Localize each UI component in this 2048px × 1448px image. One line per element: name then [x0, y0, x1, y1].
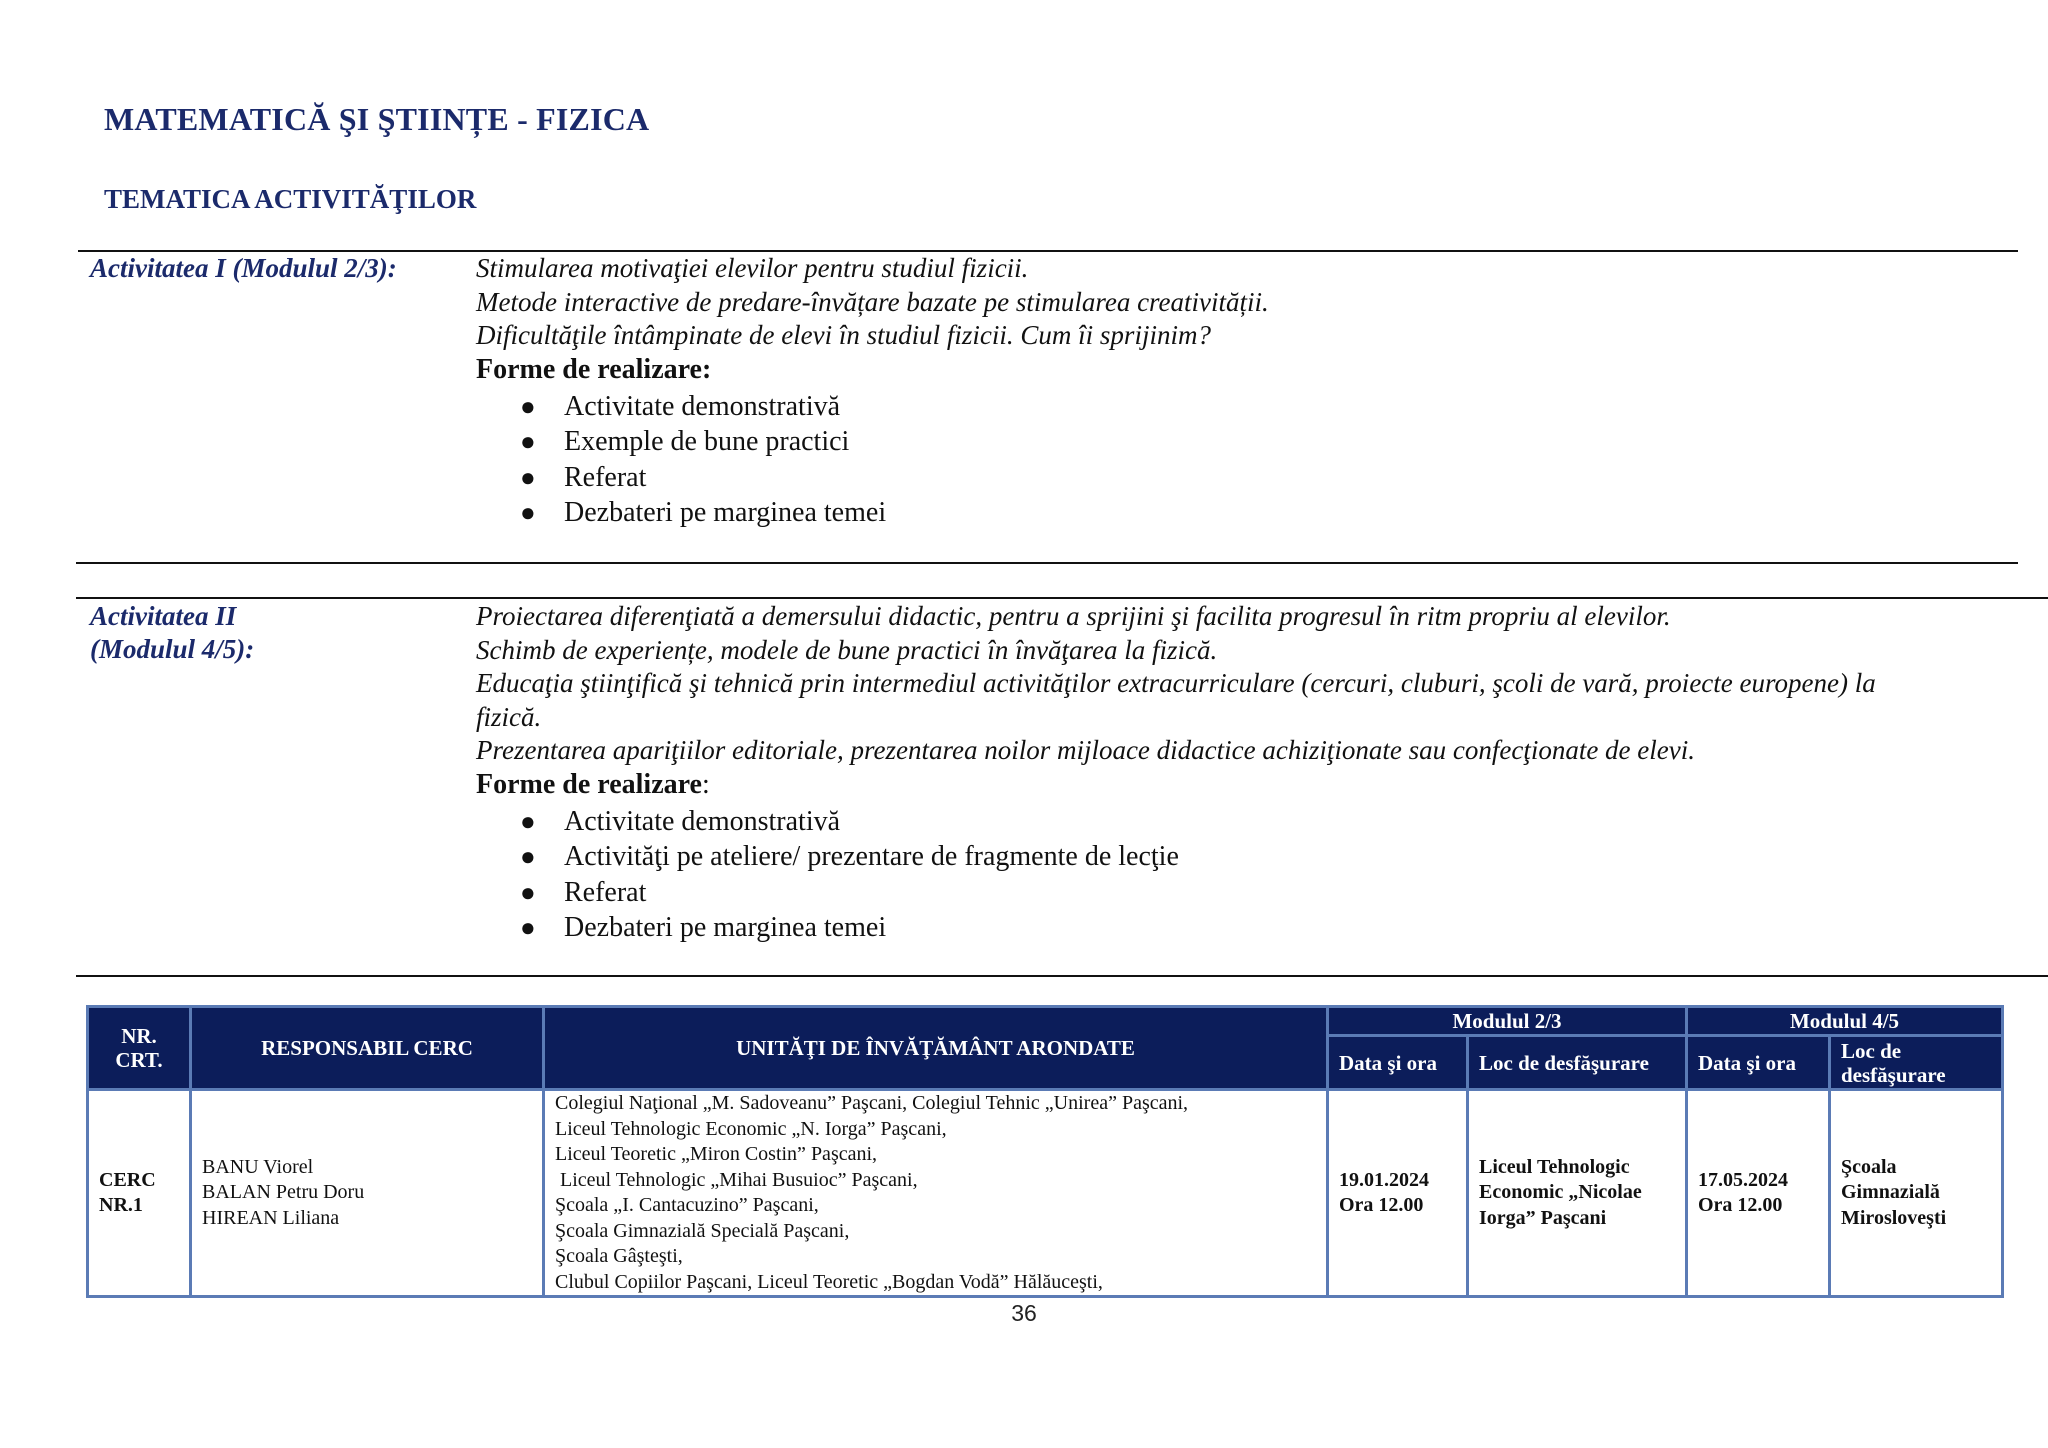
cell-responsabili — [191, 1090, 544, 1297]
activity-label-line: Activitatea I (Modulul 2/3): — [90, 253, 397, 283]
cell-line: Ora 12.00 — [1339, 1194, 1424, 1216]
header-loc — [1830, 1036, 2003, 1090]
forms-heading — [476, 768, 2008, 802]
bullet-icon: ● — [520, 913, 536, 942]
list-item — [520, 389, 2008, 425]
divider — [76, 597, 2048, 599]
cell-line: Economic „Nicolae — [1479, 1181, 1642, 1204]
list-item — [520, 460, 2008, 496]
cell-line: NR.1 — [99, 1194, 143, 1216]
forms-label: Forme de realizare — [476, 768, 702, 800]
list-item — [520, 804, 2008, 840]
cell-line: Liceul Teoretic „Miron Costin” Paşcani, — [555, 1143, 878, 1165]
cell-line: 19.01.2024 — [1339, 1168, 1429, 1191]
cell-modul2-data — [1687, 1090, 1830, 1297]
activity-2-body — [476, 600, 2008, 946]
cell-line: Ora 12.00 — [1698, 1194, 1783, 1216]
description-line: fizică. — [476, 701, 542, 732]
cell-line: 17.05.2024 — [1698, 1168, 1788, 1191]
header-nr-line: CRT. — [115, 1048, 163, 1072]
form-text: Dezbateri pe marginea temei — [564, 497, 887, 528]
forms-list — [476, 389, 2008, 531]
header-nr-line: NR. — [121, 1024, 157, 1048]
bullet-icon: ● — [520, 806, 536, 836]
cell-modul1-loc — [1468, 1090, 1687, 1297]
list-item — [520, 495, 2008, 531]
activity-2-label — [90, 600, 254, 666]
header-nr — [88, 1007, 191, 1090]
divider — [76, 975, 2048, 977]
activity-label-line: (Modulul 4/5): — [90, 634, 255, 664]
cell-line: Liceul Tehnologic — [1479, 1155, 1630, 1178]
cell-modul1-data — [1328, 1090, 1468, 1297]
activity-label-line: Activitatea II — [90, 601, 237, 631]
form-text: Activitate demonstrativă — [564, 390, 841, 422]
forms-heading — [476, 353, 2008, 387]
header-modul-2-3: Modulul 2/3 — [1328, 1007, 1687, 1036]
cell-line: Şcoala Gâşteşti, — [555, 1245, 683, 1267]
list-item — [520, 910, 2008, 946]
cell-line: Şcoala Gimnazială Specială Paşcani, — [555, 1219, 850, 1242]
header-data-ora: Data şi ora — [1687, 1036, 1830, 1090]
bullet-icon: ● — [520, 842, 536, 871]
forms-label: Forme de realizare: — [476, 353, 712, 385]
description-line: Proiectarea diferenţiată a demersului didactic, pentru a sprijini şi facilita progresul în ritm propriu al elevilor. — [476, 601, 1671, 631]
cell-line: Mirosloveşti — [1841, 1206, 1947, 1229]
form-text: Exemple de bune practici — [564, 426, 850, 457]
header-modul-4-5: Modulul 4/5 — [1687, 1007, 2003, 1036]
activity-1-body — [476, 252, 2008, 531]
form-text: Referat — [564, 876, 647, 908]
header-loc-line: Loc de — [1841, 1038, 1902, 1063]
form-text: Activitate demonstrativă — [564, 805, 841, 837]
header-responsabil: RESPONSABIL CERC — [191, 1007, 544, 1090]
cerc-table — [86, 1005, 2004, 1298]
form-text: Referat — [564, 461, 647, 493]
cell-line: HIREAN Liliana — [202, 1206, 340, 1229]
cell-line: CERC — [99, 1168, 156, 1191]
description-line: Dificultăţile întâmpinate de elevi în studiul fizicii. Cum îi sprijinim? — [476, 320, 1211, 350]
list-item — [520, 839, 2008, 875]
description-line: Prezentarea apariţiilor editoriale, prezentarea noilor mijloace didactice achiziţionate sau confecţionate de elevi. — [476, 735, 1695, 765]
description-line: Stimularea motivaţiei elevilor pentru studiul fizicii. — [476, 253, 1029, 283]
forms-list — [476, 804, 2008, 946]
cell-line: Colegiul Naţional „M. Sadoveanu” Paşcani, Colegiul Tehnic „Unirea” Paşcani, — [555, 1092, 1189, 1114]
bullet-icon: ● — [520, 427, 536, 456]
list-item — [520, 875, 2008, 911]
forms-suffix: : — [701, 768, 710, 800]
activity-description — [476, 600, 2008, 768]
header-data-ora: Data şi ora — [1328, 1036, 1468, 1090]
bullet-icon: ● — [520, 877, 536, 907]
cell-line: Şcoala „I. Cantacuzino” Paşcani, — [555, 1194, 819, 1216]
form-text: Activităţi pe ateliere/ prezentare de fragmente de lecţie — [564, 841, 1179, 872]
cell-unitati — [544, 1090, 1328, 1297]
divider — [76, 562, 2018, 564]
header-loc-line: desfăşurare — [1841, 1062, 1946, 1087]
cell-line: Gimnazială — [1841, 1181, 1940, 1204]
description-line: Metode interactive de predare-învățare bazate pe stimularea creativității. — [476, 286, 1269, 317]
cell-line: Iorga” Paşcani — [1479, 1206, 1607, 1229]
bullet-icon: ● — [520, 462, 536, 492]
section-subtitle: TEMATICA ACTIVITĂŢILOR — [104, 184, 477, 214]
activity-1-label — [90, 252, 397, 285]
cell-line: Liceul Tehnologic „Mihai Busuioc” Paşcani, — [555, 1168, 918, 1191]
cell-modul2-loc — [1830, 1090, 2003, 1297]
page-title: MATEMATICĂ ŞI ŞTIINȚE - FIZICA — [104, 101, 650, 137]
header-loc: Loc de desfăşurare — [1468, 1036, 1687, 1090]
cell-line: BANU Viorel — [202, 1155, 314, 1178]
cell-line: Liceul Tehnologic Economic „N. Iorga” Paşcani, — [555, 1117, 947, 1140]
page-number: 36 — [1011, 1300, 1037, 1326]
header-unitati: UNITĂŢI DE ÎNVĂŢĂMÂNT ARONDATE — [544, 1007, 1328, 1090]
table-row — [88, 1090, 2003, 1297]
activity-description — [476, 252, 2008, 353]
description-line: Educaţia ştiinţifică şi tehnică prin intermediul activităţilor extracurriculare (cercuri, cluburi, şcoli de vară, proiecte europene) la — [476, 668, 1876, 698]
bullet-icon: ● — [520, 391, 536, 421]
cell-nr — [88, 1090, 191, 1297]
cell-line: Şcoala — [1841, 1155, 1897, 1178]
list-item — [520, 424, 2008, 460]
cell-line: BALAN Petru Doru — [202, 1181, 365, 1204]
form-text: Dezbateri pe marginea temei — [564, 912, 887, 943]
bullet-icon: ● — [520, 498, 536, 527]
description-line: Schimb de experiențe, modele de bune practici în învăţarea la fizică. — [476, 634, 1218, 665]
cell-line: Clubul Copiilor Paşcani, Liceul Teoretic „Bogdan Vodă” Hălăuceşti, — [555, 1270, 1103, 1293]
